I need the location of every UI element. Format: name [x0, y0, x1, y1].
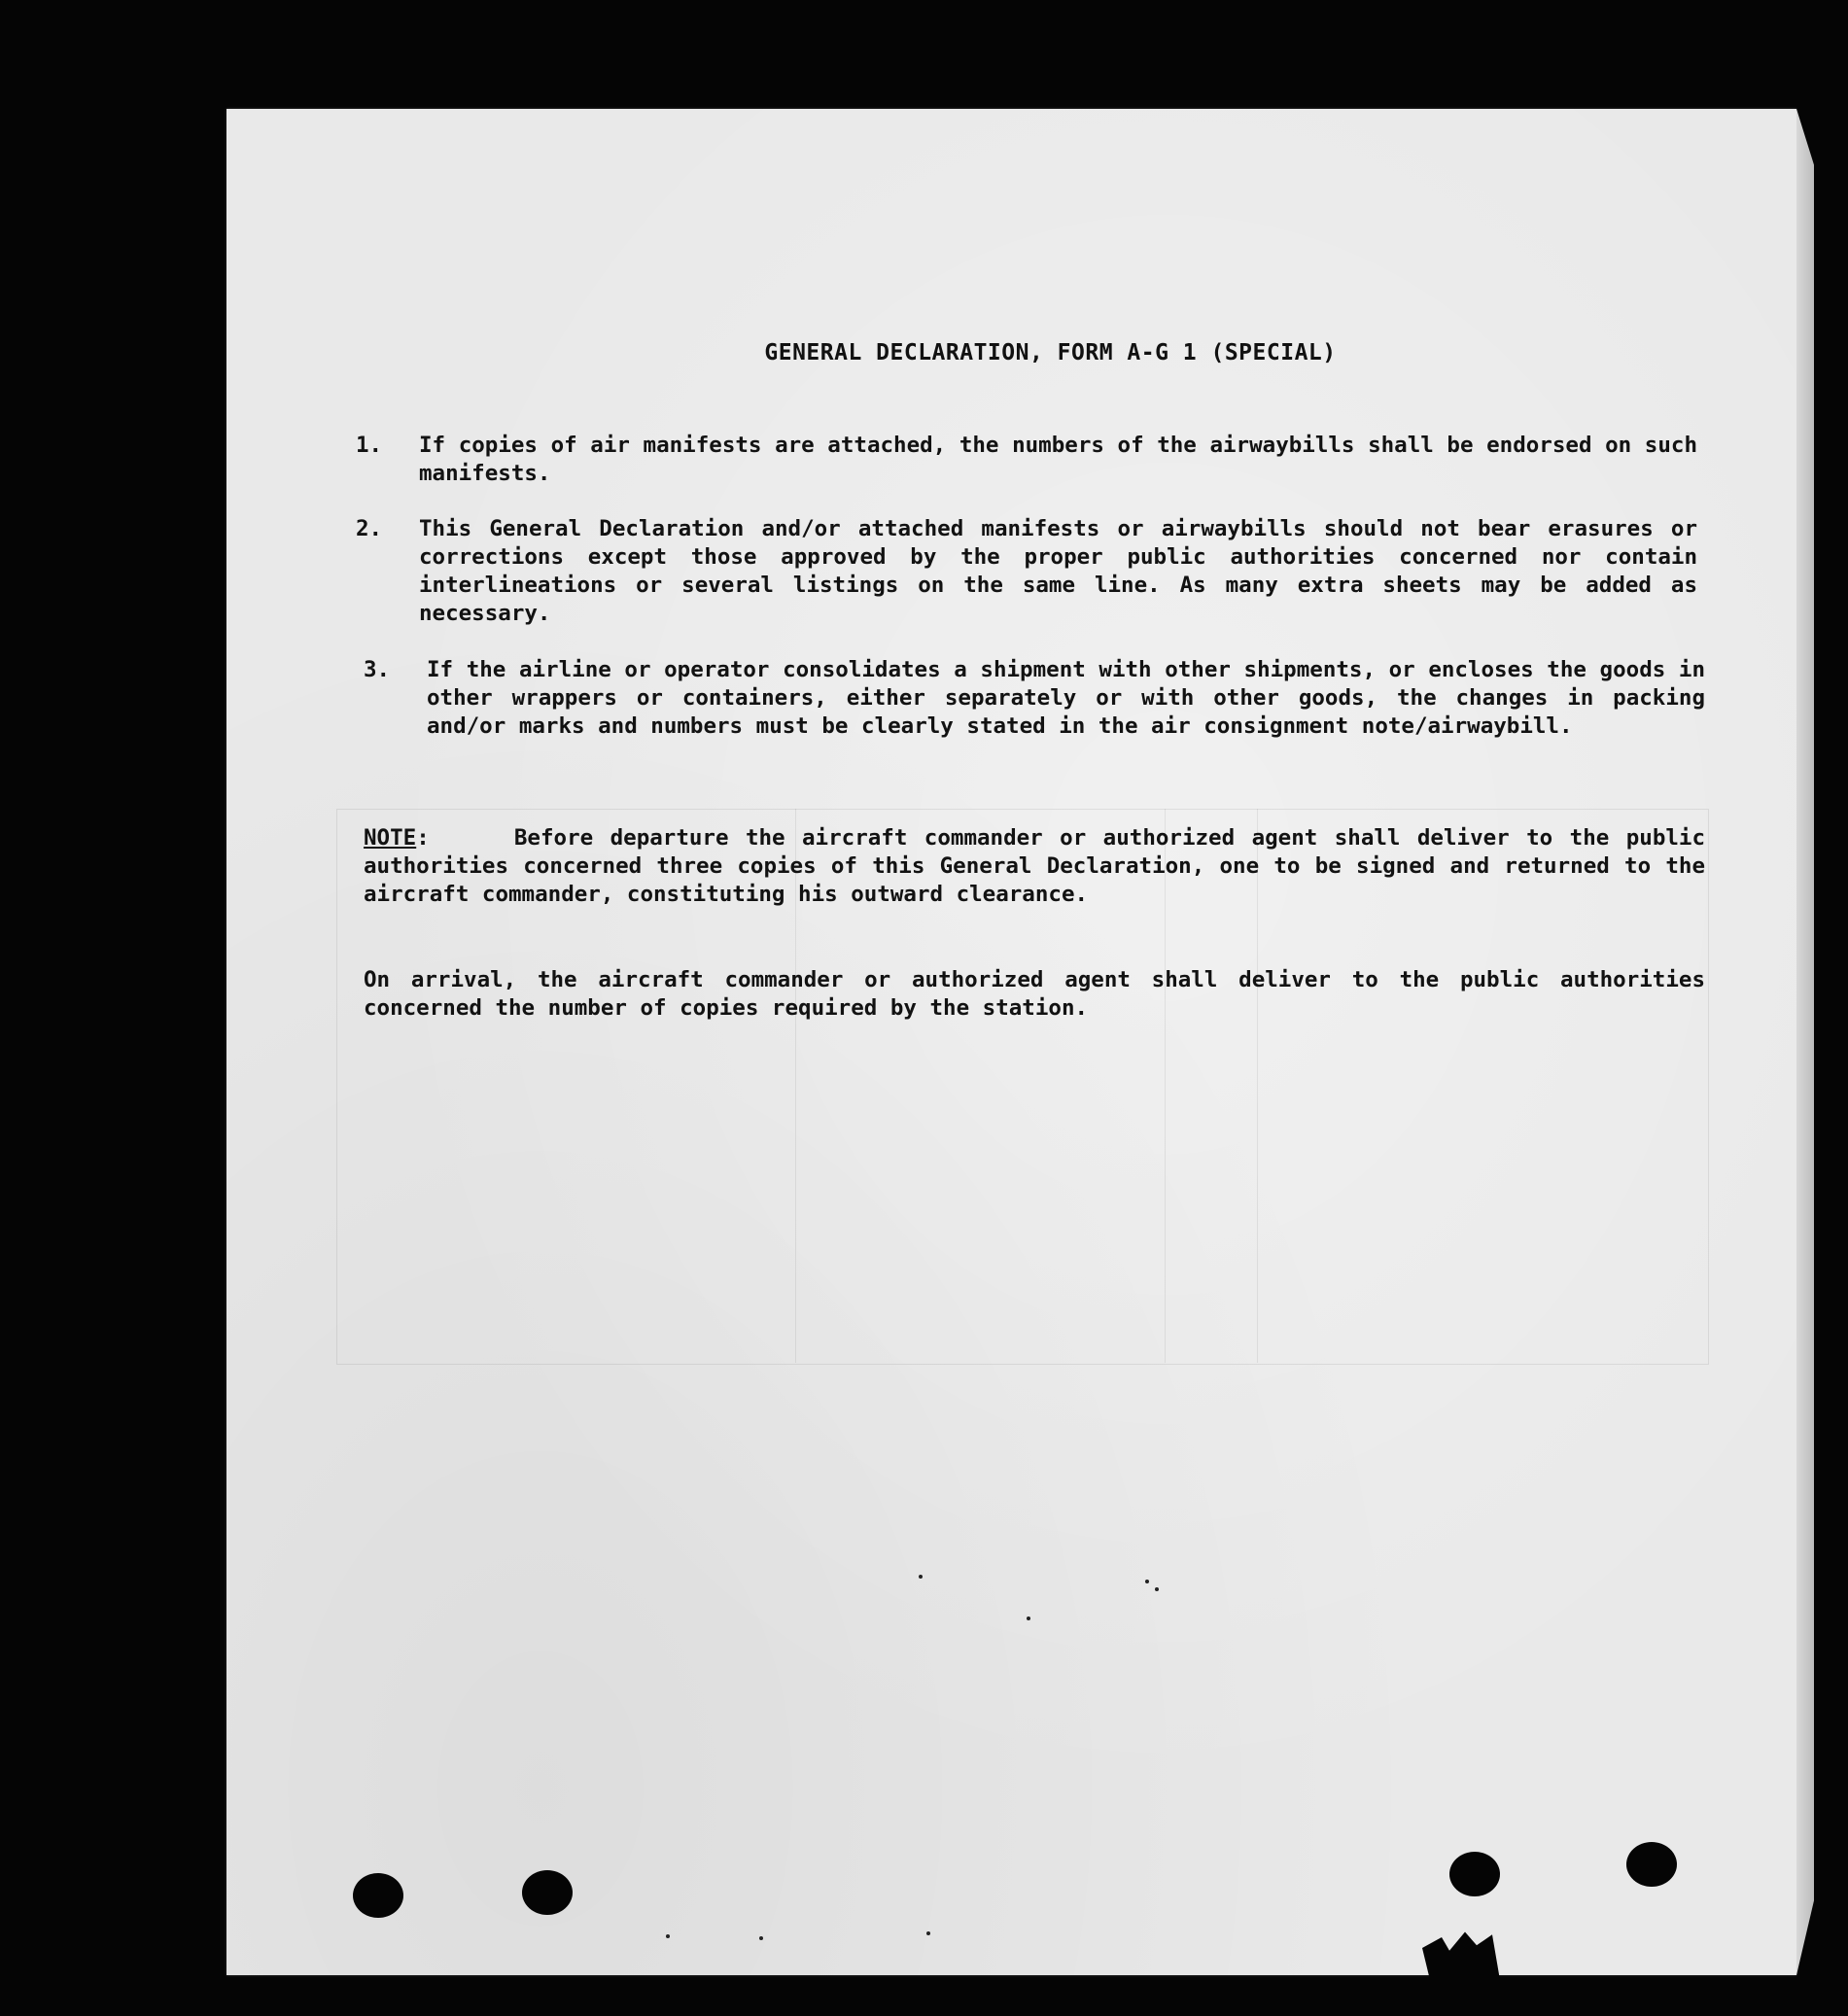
item-number: 3. — [364, 657, 391, 682]
instruction-item-3 — [364, 656, 1705, 741]
speck — [919, 1575, 923, 1579]
page-edge — [1796, 109, 1814, 1975]
note-text: Before departure the aircraft commander or authorized agent shall deliver to the public authorities concerned three copies of this General Declaration, one to be signed and returned to the aircraft commander, constituting his outward clearance. — [364, 825, 1706, 907]
item-text: If copies of air manifests are attached, the numbers of the airwaybills shall be endorsed on such manifests. — [419, 433, 1697, 486]
item-number: 2. — [356, 516, 383, 541]
document-page — [227, 109, 1796, 1975]
speck — [926, 1931, 930, 1935]
punch-hole — [522, 1870, 573, 1915]
speck — [666, 1934, 670, 1938]
punch-hole — [353, 1873, 403, 1918]
note-colon: : — [416, 825, 430, 851]
arrival-text: On arrival, the aircraft commander or authorized agent shall deliver to the public authorities concerned the number of copies required by the station. — [364, 967, 1705, 1021]
punch-hole — [1449, 1852, 1500, 1896]
instruction-item-2 — [356, 515, 1697, 628]
torn-corner — [1422, 1927, 1500, 1980]
arrival-paragraph — [364, 966, 1705, 1023]
note-label: NOTE — [364, 825, 417, 851]
speck — [1155, 1587, 1159, 1591]
instruction-item-1 — [356, 432, 1697, 488]
item-number: 1. — [356, 433, 383, 458]
item-text: If the airline or operator consolidates a shipment with other shipments, or encloses the goods in other wrappers or containers, either separately or with other goods, the changes in packing and/or marks and numbers must be clearly stated in the air consignment note/airwaybill. — [427, 657, 1705, 739]
item-text: This General Declaration and/or attached manifests or airwaybills should not bear erasures or corrections except those approved by the proper public authorities concerned nor contain interlineations or several listings on the same line. As many extra sheets may be added as necessary. — [419, 516, 1697, 626]
speck — [759, 1936, 763, 1940]
speck — [1027, 1616, 1030, 1620]
document-title: GENERAL DECLARATION, FORM A-G 1 (SPECIAL) — [764, 340, 1337, 365]
note-paragraph — [364, 824, 1705, 909]
punch-hole — [1626, 1842, 1677, 1887]
speck — [1145, 1580, 1149, 1583]
